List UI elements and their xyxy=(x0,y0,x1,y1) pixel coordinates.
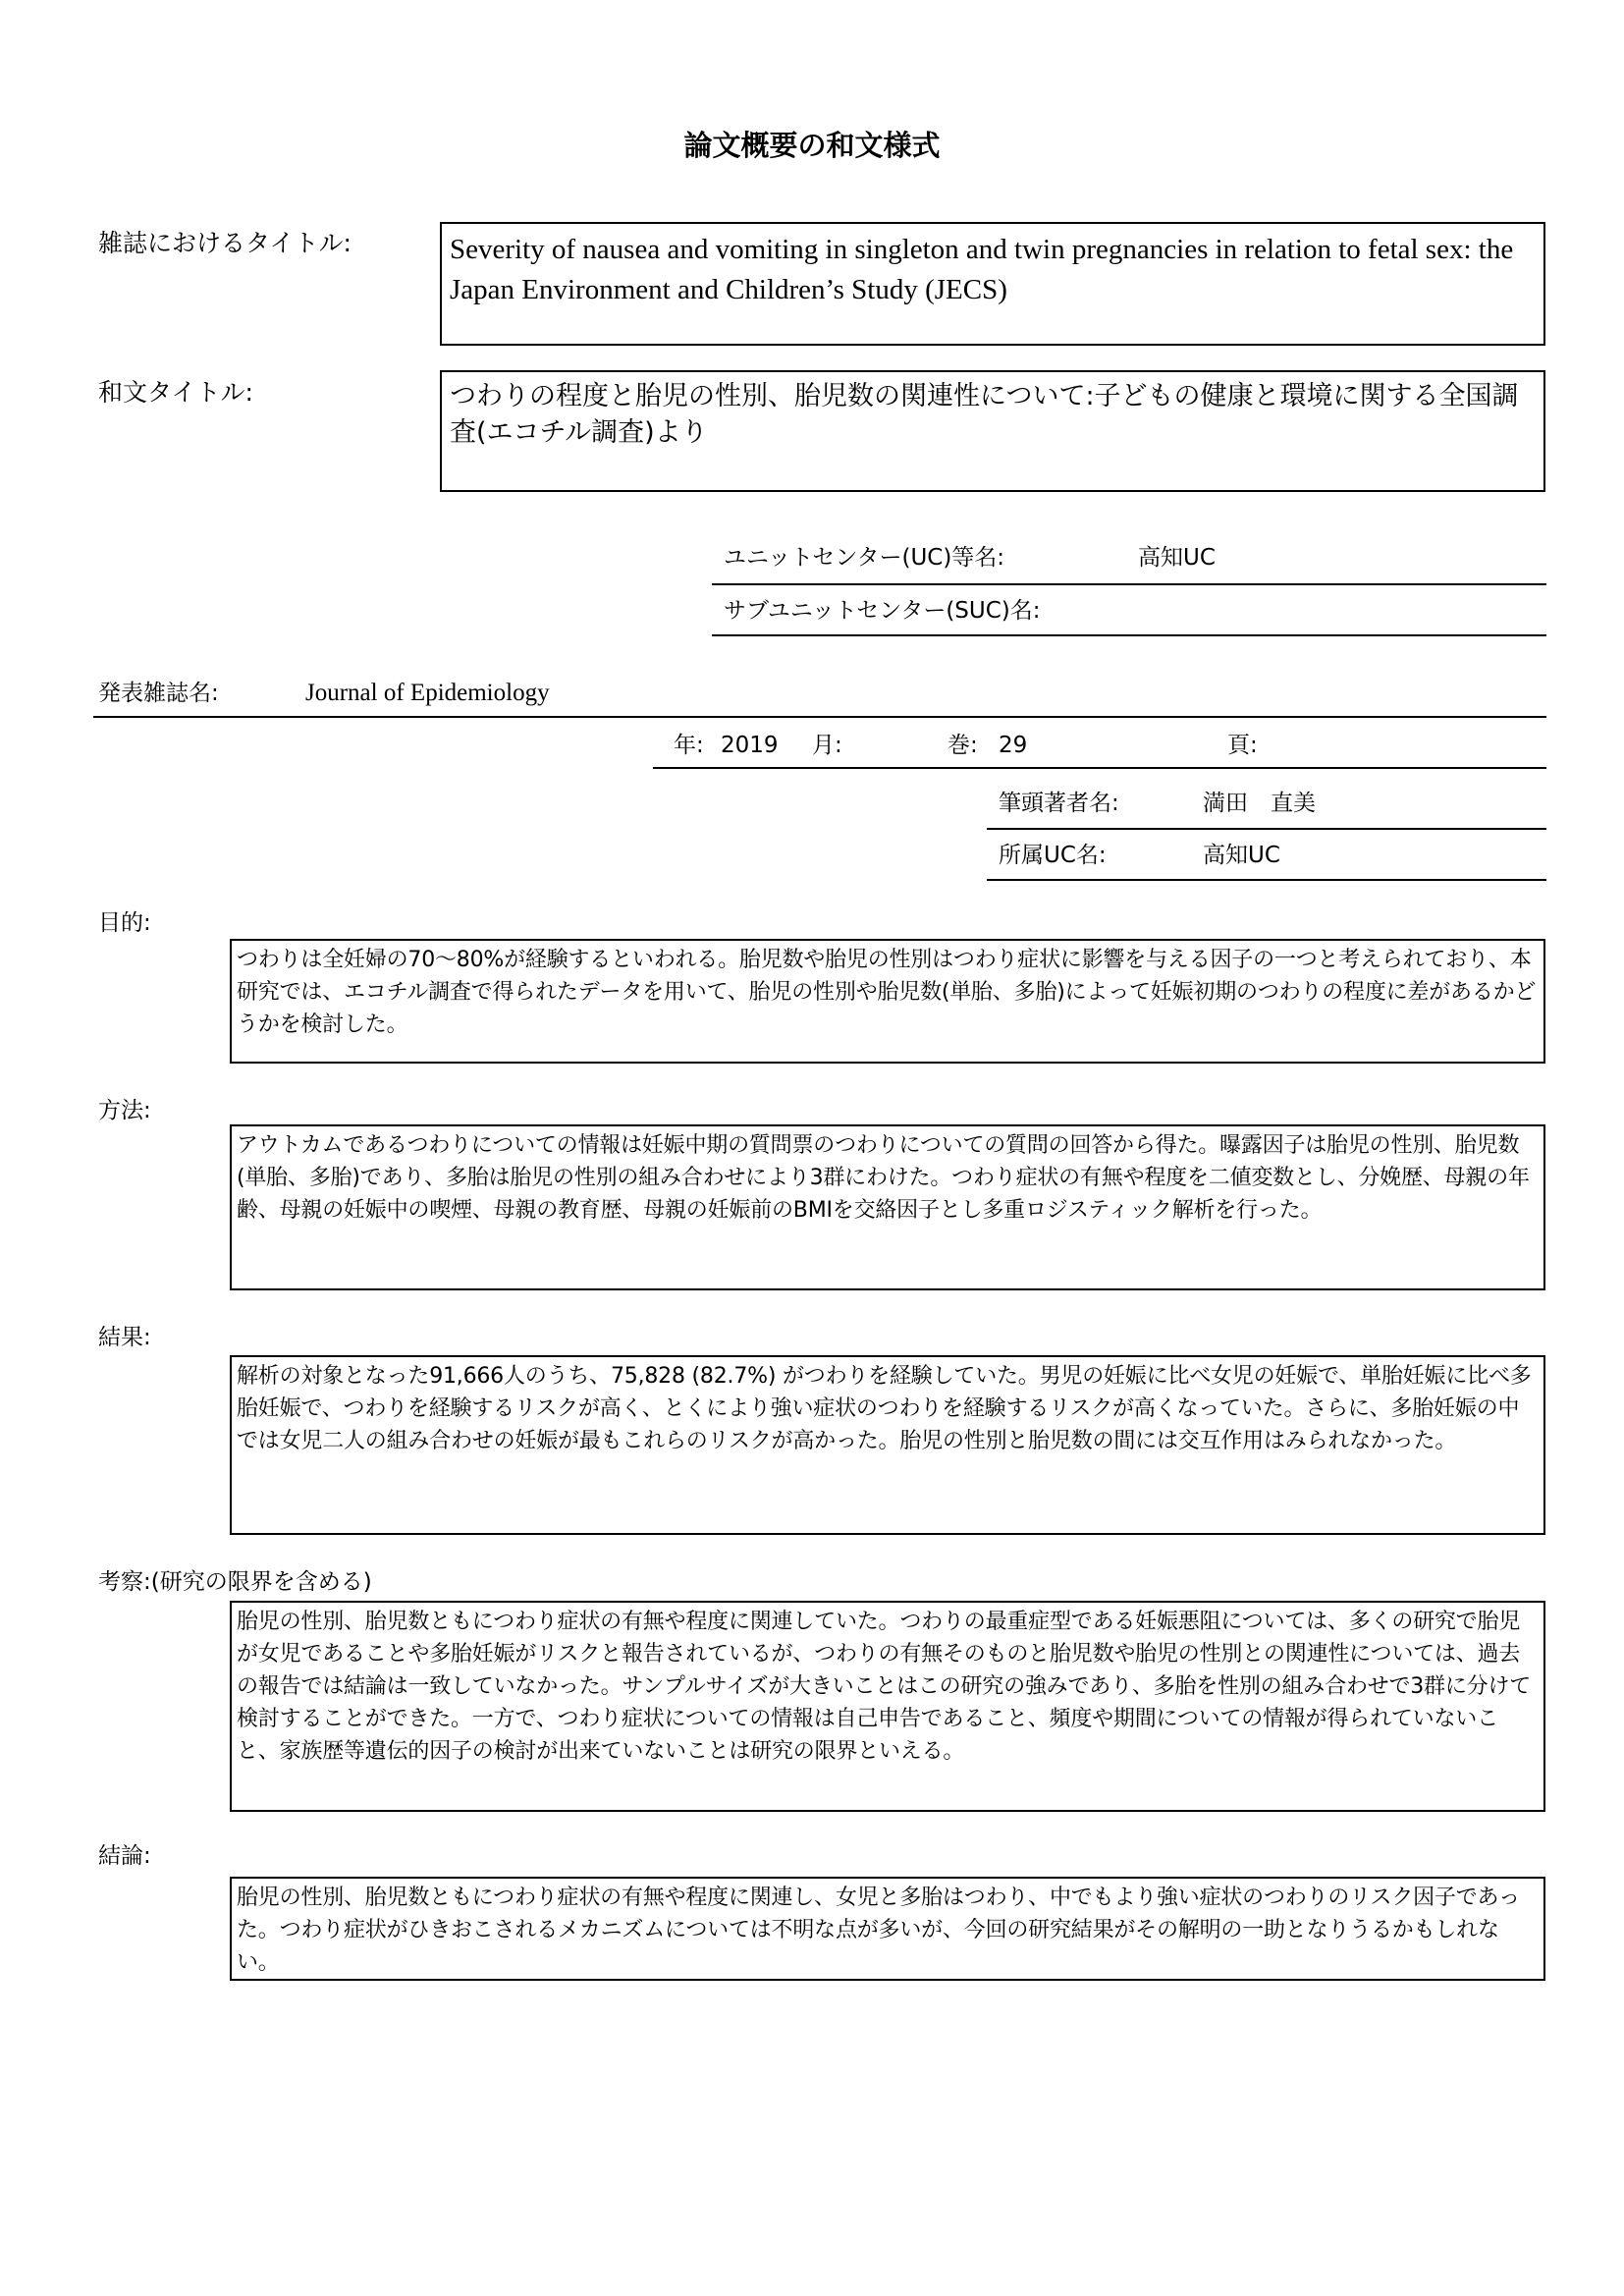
affiliation-underline xyxy=(987,879,1546,881)
journal-underline xyxy=(93,716,1546,718)
conclusion-label: 結論: xyxy=(98,1843,151,1869)
japanese-title-box[interactable] xyxy=(440,370,1545,492)
journal-title-label: 雑誌におけるタイトル: xyxy=(98,229,352,257)
journal-name-label: 発表雑誌名: xyxy=(98,681,219,706)
suc-underline xyxy=(712,634,1546,636)
uc-value[interactable]: 高知UC xyxy=(1138,545,1216,571)
uc-underline xyxy=(712,583,1546,585)
conclusion-text: 胎児の性別、胎児数ともにつわり症状の有無や程度に関連し、女児と多胎はつわり、中でもより強い症状のつわりのリスク因子であった。つわり症状がひきおこされるメカニズムについては不明な点が多いが、今回の研究結果がその解明の一助となりうるかもしれない。 xyxy=(237,1886,1520,1975)
month-label: 月: xyxy=(812,733,842,758)
results-label: 結果: xyxy=(98,1325,151,1350)
results-box[interactable] xyxy=(230,1355,1545,1535)
first-author-value[interactable]: 満田 直美 xyxy=(1203,791,1316,816)
first-author-underline xyxy=(987,828,1546,830)
volume-label: 巻: xyxy=(947,733,978,758)
uc-label: ユニットセンター(UC)等名: xyxy=(724,545,1005,571)
year-label: 年: xyxy=(674,733,704,758)
discussion-box[interactable] xyxy=(230,1601,1545,1812)
results-text: 解析の対象となった91,666人のうち、75,828 (82.7%) がつわりを経験していた。男児の妊娠に比べ女児の妊娠で、単胎妊娠に比べ多胎妊娠で、つわりを経験するリスクが高く、とくにより強い症状のつわりを経験するリスクが高くなっていた。さらに、多胎妊娠の中では女児二人の組み合わせの妊娠が最もこれらのリスクが高かった。胎児の性別と胎児数の間には交互作用はみられなかった。 xyxy=(237,1364,1532,1453)
discussion-label: 考察:(研究の限界を含める) xyxy=(98,1569,372,1595)
first-author-label: 筆頭著者名: xyxy=(999,791,1119,816)
japanese-title-label: 和文タイトル: xyxy=(98,378,253,407)
methods-text: アウトカムであるつわりについての情報は妊娠中期の質問票のつわりについての質問の回答から得た。曝露因子は胎児の性別、胎児数(単胎、多胎)であり、多胎は胎児の性別の組み合わせにより3群にわけた。つわり症状の有無や程度を二値変数とし、分娩歴、母親の年齢、母親の妊娠中の喫煙、母親の教育歴、母親の妊娠前のBMIを交絡因子とし多重ロジスティック解析を行った。 xyxy=(237,1133,1530,1223)
discussion-text: 胎児の性別、胎児数ともにつわり症状の有無や程度に関連していた。つわりの最重症型である妊娠悪阻については、多くの研究で胎児が女児であることや多胎妊娠がリスクと報告されているが、つわりの有無そのものと胎児数や胎児の性別との関連性については、過去の報告では結論は一致していなかった。サンプルサイズが大きいことはこの研究の強みであり、多胎を性別の組み合わせで3群に分けて検討することができた。一方で、つわり症状についての情報は自己申告であること、頻度や期間についての情報が得られていないこと、家族歴等遺伝的因子の検討が出来ていないことは研究の限界といえる。 xyxy=(237,1610,1532,1764)
conclusion-box[interactable] xyxy=(230,1877,1545,1981)
page-title: 論文概要の和文様式 xyxy=(683,129,941,162)
purpose-text: つわりは全妊婦の70〜80%が経験するといわれる。胎児数や胎児の性別はつわり症状に影響を与える因子の一つと考えられており、本研究では、エコチル調査で得られたデータを用いて、胎児の性別や胎児数(単胎、多胎)によって妊娠初期のつわりの程度に差があるかどうかを検討した。 xyxy=(237,948,1537,1037)
year-value[interactable]: 2019 xyxy=(721,733,779,758)
journal-title-value: Severity of nausea and vomiting in singleton and twin pregnancies in relation to fetal sex: the Japan Environment and Children’s Study (JECS) xyxy=(450,234,1514,305)
methods-label: 方法: xyxy=(98,1098,151,1123)
volume-value[interactable]: 29 xyxy=(999,733,1028,758)
pubinfo-underline xyxy=(653,767,1546,769)
suc-label: サブユニットセンター(SUC)名: xyxy=(724,598,1041,624)
affiliation-value[interactable]: 高知UC xyxy=(1203,843,1280,868)
page-label: 頁: xyxy=(1227,733,1258,758)
journal-title-box[interactable] xyxy=(440,222,1545,346)
journal-name-value[interactable]: Journal of Epidemiology xyxy=(305,680,550,706)
methods-box[interactable] xyxy=(230,1124,1545,1290)
japanese-title-value: つわりの程度と胎児の性別、胎児数の関連性について:子どもの健康と環境に関する全国調査(エコチル調査)より xyxy=(450,381,1519,448)
affiliation-label: 所属UC名: xyxy=(999,843,1107,868)
purpose-box[interactable] xyxy=(230,939,1545,1064)
purpose-label: 目的: xyxy=(98,910,151,936)
